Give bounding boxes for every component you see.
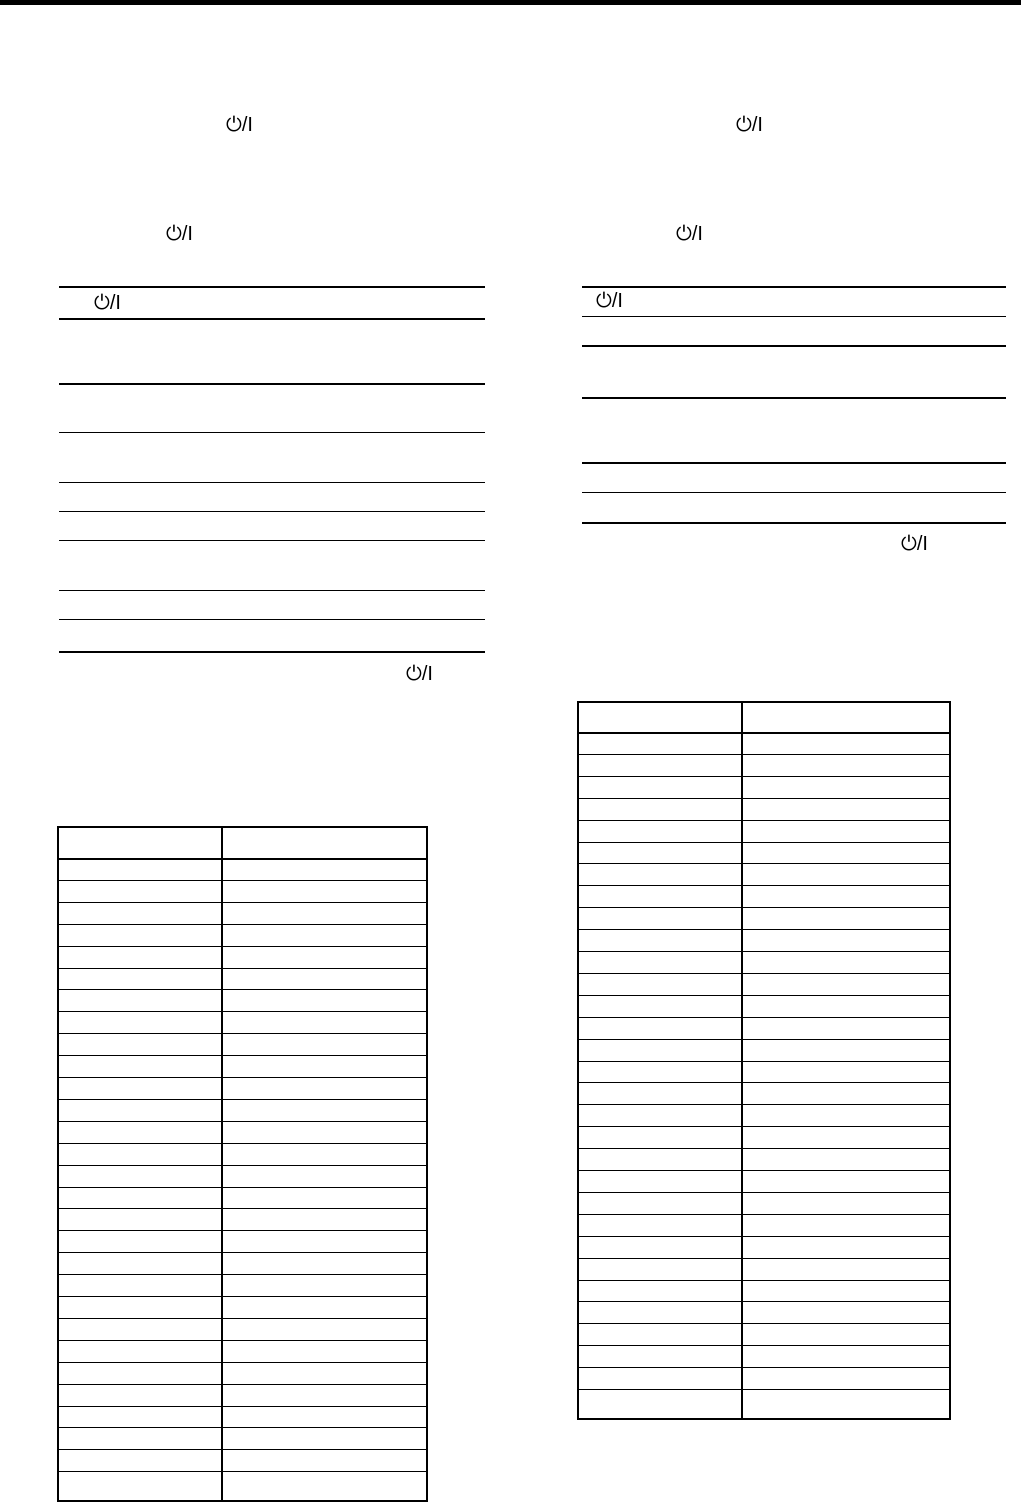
table-row [579, 995, 949, 996]
table-row [579, 863, 949, 864]
table-row [59, 1099, 426, 1100]
table-row [579, 1082, 949, 1083]
table-row [59, 880, 426, 881]
table-row [579, 1148, 949, 1149]
list-rule [582, 462, 1006, 464]
list-rule [59, 511, 485, 512]
power-icon: ⏻/I [596, 290, 623, 312]
table-row [59, 989, 426, 990]
table-row [579, 929, 949, 930]
table-row [579, 1258, 949, 1259]
power-icon: ⏻/I [901, 533, 928, 555]
table-row [59, 1011, 426, 1012]
table-row [579, 1017, 949, 1018]
table-row [59, 1230, 426, 1231]
list-rule [59, 286, 485, 288]
table-row [59, 1121, 426, 1122]
table-row [59, 902, 426, 903]
table-row [579, 842, 949, 843]
top-rule [0, 0, 1021, 5]
list-rule [59, 318, 485, 320]
list-rule [59, 482, 485, 483]
list-rule [582, 522, 1006, 524]
table-row [59, 1471, 426, 1472]
table-row [59, 924, 426, 925]
table-row [59, 1318, 426, 1319]
table-row [59, 1449, 426, 1450]
table-row [59, 1340, 426, 1341]
code-table-left [57, 826, 428, 1502]
table-row [579, 1323, 949, 1324]
table-row [59, 1427, 426, 1428]
table-row [59, 1143, 426, 1144]
list-rule [59, 432, 485, 433]
table-row [579, 885, 949, 886]
table-row [59, 1252, 426, 1253]
table-row [59, 1362, 426, 1363]
table-row [579, 1389, 949, 1390]
table-row [59, 1077, 426, 1078]
table-row [59, 1296, 426, 1297]
list-rule [59, 619, 485, 620]
list-rule [582, 345, 1006, 347]
table-row [579, 820, 949, 821]
code-table-right [577, 701, 951, 1420]
power-icon: ⏻/I [406, 663, 433, 685]
power-icon: ⏻/I [736, 114, 763, 136]
list-rule [59, 383, 485, 385]
table-row [579, 776, 949, 777]
table-row [579, 951, 949, 952]
list-rule [59, 540, 485, 541]
list-rule [582, 286, 1006, 288]
table-row [579, 1061, 949, 1062]
power-icon: ⏻/I [676, 223, 703, 245]
table-row [579, 1126, 949, 1127]
table-row [579, 907, 949, 908]
table-row [579, 1039, 949, 1040]
power-icon: ⏻/I [226, 114, 253, 136]
list-rule [59, 651, 485, 653]
list-rule [582, 397, 1006, 399]
table-row [579, 1345, 949, 1346]
list-rule [582, 492, 1006, 493]
table-row [579, 1301, 949, 1302]
table-row [59, 1165, 426, 1166]
table-row [59, 1033, 426, 1034]
table-row [579, 754, 949, 755]
table-row [59, 1384, 426, 1385]
table-row [579, 1170, 949, 1171]
table-header-rule [59, 858, 426, 860]
table-row [59, 1274, 426, 1275]
table-row [579, 1214, 949, 1215]
table-row [579, 1104, 949, 1105]
power-icon: ⏻/I [94, 292, 121, 314]
table-row [579, 1280, 949, 1281]
list-rule [582, 316, 1006, 317]
table-row [59, 1187, 426, 1188]
table-row [59, 1208, 426, 1209]
table-header-rule [579, 732, 949, 734]
table-row [59, 1055, 426, 1056]
table-row [59, 1406, 426, 1407]
list-rule [59, 590, 485, 591]
table-row [579, 1192, 949, 1193]
table-row [579, 1367, 949, 1368]
table-row [579, 798, 949, 799]
table-row [59, 946, 426, 947]
table-row [579, 1236, 949, 1237]
power-icon: ⏻/I [166, 223, 193, 245]
table-row [59, 968, 426, 969]
table-row [579, 973, 949, 974]
